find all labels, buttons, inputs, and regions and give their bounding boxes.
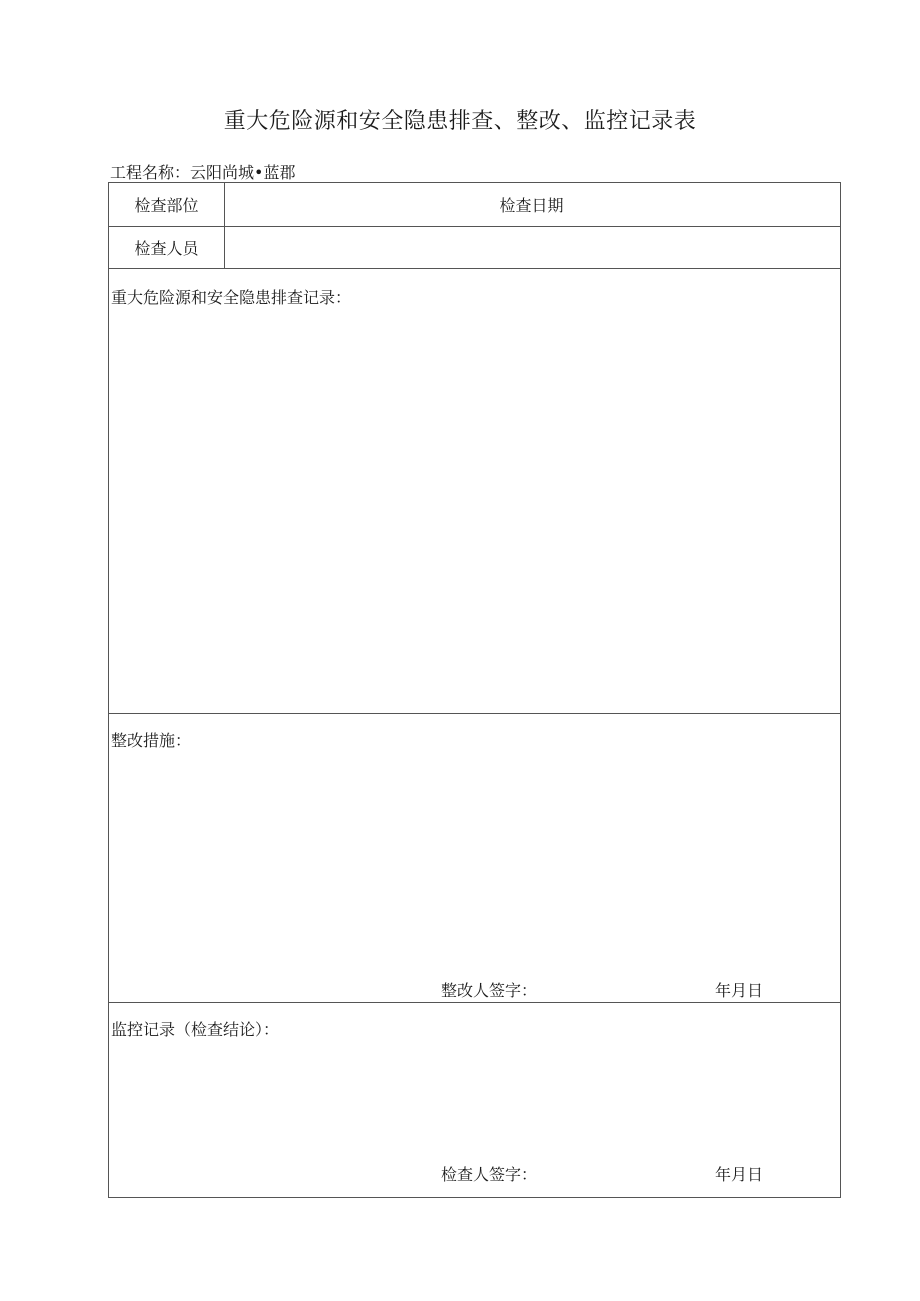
inspection-date-label: 检查日期 — [499, 196, 564, 215]
page-title: 重大危险源和安全隐患排查、整改、监控记录表 — [223, 109, 697, 134]
rectification-section[interactable] — [109, 714, 840, 1003]
inspection-location-row — [109, 183, 840, 227]
inspection-date-cell[interactable] — [225, 183, 840, 226]
inspector-signature-label: 检查人签字： — [441, 1165, 538, 1184]
hazard-record-section[interactable] — [109, 269, 840, 714]
project-name-line — [110, 160, 295, 183]
hazard-record-heading: 重大危险源和安全隐患排查记录： — [111, 288, 352, 307]
inspectors-field[interactable] — [225, 227, 840, 268]
monitoring-heading: 监控记录（检查结论）： — [111, 1020, 280, 1039]
inspection-location-label: 检查部位 — [109, 183, 225, 226]
rectification-date-label: 年月日 — [715, 981, 764, 1000]
project-name-label: 工程名称： — [110, 163, 191, 182]
rectifier-signature-label: 整改人签字： — [441, 981, 538, 1000]
inspectors-row — [109, 227, 840, 269]
monitoring-section[interactable] — [109, 1003, 840, 1197]
project-name-value: 云阳尚城•蓝郡 — [190, 163, 296, 182]
rectification-heading: 整改措施： — [111, 731, 192, 750]
monitoring-date-label: 年月日 — [715, 1165, 764, 1184]
inspectors-label: 检查人员 — [109, 227, 225, 268]
record-form-table — [108, 182, 841, 1198]
